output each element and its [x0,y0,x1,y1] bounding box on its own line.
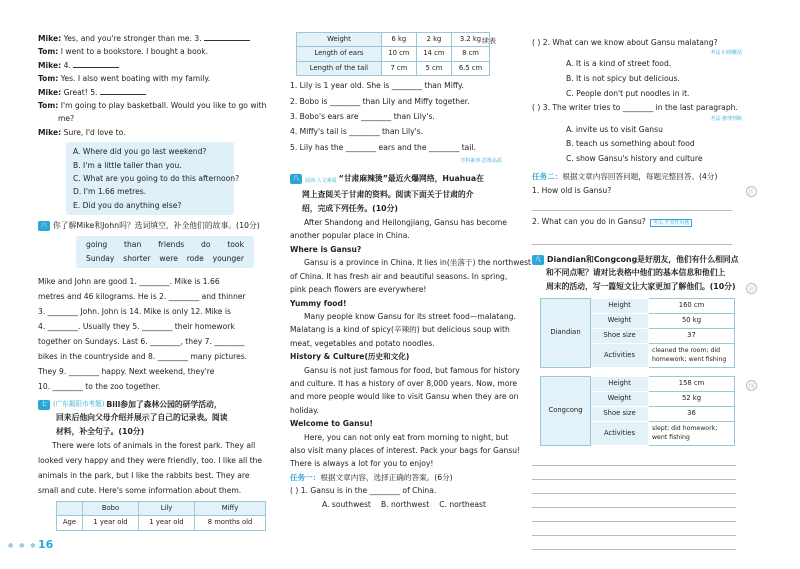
story-line: 10. ________ to the zoo together. [38,381,161,391]
binder-mark: 封 [746,283,757,294]
row-value: 37 [649,328,735,343]
question-tag: 阅读·人文素质 [305,177,337,184]
question-source: (广东揭阳市考题) [53,399,105,408]
row-value: slept; did homework; went fishing [649,421,735,445]
sentence: 1. Lily is 1 year old. She is ________ than Miffy. [290,81,464,91]
article-heading: Where is Gansu? [290,244,362,254]
paragraph-line: There is always a lot for you to enjoy! [290,459,434,469]
table-cell: 3.2 kg [452,33,490,47]
option-item: C. show Gansu's history and culture [566,153,703,163]
row-label: Weight [591,313,649,328]
word: do [201,239,211,249]
mc-options-1: A. southwest B. northwest C. northeast [322,499,486,509]
dialog-text: 4. [63,60,71,70]
speaker: Mike: [38,87,62,97]
column-left [38,32,267,531]
table-row [541,298,735,313]
word: than [124,239,142,249]
option-item: A. invite us to visit Gansu [566,124,663,134]
row-value: cleaned the room; did homework; went fishing [649,343,735,367]
paragraph-line: also visit many places of interest. Pack your bags for Gansu! [290,445,521,455]
option-item: E. Did you do anything else? [73,200,182,210]
table-cell: 1 year old [82,516,138,530]
question-title: 和不同点呢？请对比表格中他们的基本信息和他们上 [546,268,726,277]
question-6-heading [38,219,264,232]
sentences [290,78,502,155]
sentence: 5. Lily has the ________ ears and the ________ tail. [290,142,476,152]
mc-question-1: ( ) 1. Gansu is in the ________ of China. [290,486,437,496]
open-question-2: 2. What can you do in Gansu? 考法·开放性问题 [532,215,742,230]
question-title: 材料，补全句子。(10分) [56,426,145,436]
story-line: 4. ________. Usually they 5. ________ their homework [38,321,235,331]
word: Sunday [86,253,115,263]
table-cell: 10 cm [381,47,416,61]
writing-line [532,466,736,480]
article-heading: Yummy food! [290,298,347,308]
page-dots: ● ● ● [8,542,38,549]
sentence: 3. Bobo's ears are ________ than Lily's. [290,112,435,122]
paragraph-line: Gansu is not just famous for food, but famous for history [304,365,520,375]
table-cell: 14 cm [416,47,451,61]
table-cell: 7 cm [381,61,416,75]
table-row [297,47,490,61]
question-7-heading [38,398,264,411]
options-box [66,142,240,215]
open-question-1: 1. How old is Gansu? [532,185,612,195]
skill-tag: 学科素养·思维品质 [460,158,502,165]
row-value: 50 kg [649,313,735,328]
paragraph-line: and more people would like to visit Gansu when they are on [290,392,519,402]
paragraph-line: of China. It has fresh air and beautiful seasons. In spring, [290,271,508,281]
answer-line [532,197,732,211]
row-label: Shoe size [591,406,649,421]
question-title: 你了解Mike和John吗？选词填空，补全他们的故事。(10分) [53,221,260,231]
speaker: Mike: [38,34,62,43]
story-line: bikes in the countryside and 8. ________ many pictures. [38,351,248,361]
paragraph-line: Malatang is a kind of spicy(辛辣的) but delicious soup with [290,325,510,335]
question-title: 周末的活动，写一篇短文让大家更加了解他们。(10分) [546,282,736,292]
table-cell: 6 kg [381,33,416,47]
table-cell [57,501,83,515]
article-paragraph [290,364,520,418]
method-hint: 考法·归纳概括 [710,50,742,57]
writing-line [532,508,736,522]
answer-blank [73,60,119,68]
story-line: They 9. ________ happy. Next weekend, they're [38,366,215,376]
writing-line [532,480,736,494]
mc-question-2: ( ) 2. What can we know about Gansu malatang? [532,38,718,47]
question-badge: 七 [38,400,50,410]
passage-line: There were lots of animals in the forest park. They all [52,440,256,450]
speaker: Tom: [38,74,59,84]
question-badge: 六 [38,221,50,231]
task-1: 任务一：根据文章内容，选择正确的答案。(6分) [290,472,453,482]
paragraph-line: Gansu is a province in China. It lies in(坐落于) the northwest [304,258,532,268]
dialog-text: I went to a bookstore. I bought a book. [60,47,209,57]
table-cell: Length of ears [297,47,382,61]
animal-table-cont [296,32,490,76]
question-badge: 八 [290,174,302,184]
row-label: Activities [591,421,649,445]
word: friends [158,239,185,249]
table-row [297,33,490,47]
story-line: together on Sundays. Last 6. ________, they 7. ________ [38,336,245,346]
dialog-text: I'm going to play basketball. Would you like to go with [60,101,267,111]
paragraph-line: Many people know Gansu for its street food—malatang. [304,311,516,321]
word-bank [76,236,254,268]
method-hint: 考法·推理判断 [710,115,742,122]
word: took [227,239,244,249]
row-value: 36 [649,406,735,421]
article-paragraph [290,256,532,296]
row-value: 160 cm [649,298,735,313]
article-paragraph [290,310,516,350]
question-8-heading [290,172,502,188]
word: younger [212,253,244,263]
article-heading: History & Culture(历史和文化) [290,352,410,362]
dialog-text: Great! 5. [63,87,98,97]
writing-line [532,452,736,466]
paragraph-line: meat, vegetables and potato noodles. [290,338,435,348]
person-name: Congcong [541,376,591,445]
paragraph-line: and culture. It has a history of over 8,000 years. Now, more [290,378,518,388]
row-label: Weight [591,391,649,406]
row-label: Height [591,376,649,391]
question-title: Bill参加了森林公园的研学活动， [106,399,222,409]
speaker: Tom: [38,47,59,57]
row-label: Shoe size [591,328,649,343]
article-paragraph [290,431,521,471]
dialog-line: Mike: Sure, I'd love to. [38,127,126,137]
word: going [86,239,108,249]
table-cell: Weight [297,33,382,47]
table-row [297,61,490,75]
row-label: Height [591,298,649,313]
sentence: 2. Bobo is ________ than Lily and Miffy together. [290,96,470,106]
passage-line: small and cute. Here's some information about them. [38,485,242,495]
congcong-table [540,376,735,446]
paragraph-line: After Shandong and Heilongjiang, Gansu has become [304,218,507,228]
dialog [38,32,267,112]
dialog-line [38,59,264,72]
question-title: 网上查阅关于甘肃的资料。阅读下面关于甘肃的介 [302,190,474,200]
story-line: 3. ________ John. John is 14. Mike is only 12. Mike is [38,306,231,316]
dialog-line [38,45,264,58]
speaker: Mike: [38,60,62,70]
article-intro [290,216,507,243]
binder-marks [746,186,757,477]
row-value: 158 cm [649,376,735,391]
task-2: 任务二：根据文章内容回答问题，每题完整回答。(4分) [532,172,718,182]
question-badge: 九 [532,255,544,265]
question-title: “甘肃麻辣烫”最近火爆网络，Huahua在 [338,173,484,183]
article-heading: Welcome to Gansu! [290,419,373,429]
paragraph-line: Here, you can not only eat from morning to night, but [304,432,509,442]
table-cell: 8 months old [195,516,266,530]
continued-label: 续表 [482,37,496,45]
passage [38,438,264,498]
answer-blank [204,33,250,41]
diandian-table [540,298,735,368]
table-cell: Lily [139,501,195,515]
dialog-line [38,99,267,112]
writing-line [532,536,736,550]
table-cell: Bobo [82,501,138,515]
question-title: 回来后他向父母介绍并展示了自己的记录表。阅读 [56,413,228,423]
mc-options-3 [532,123,742,167]
paragraph-line: holiday. [290,405,319,415]
word: were [159,253,178,263]
writing-line [532,522,736,536]
word: rode [186,253,204,263]
table-cell: 8 cm [452,47,490,61]
table-cell: Miffy [195,501,266,515]
table-cell: 2 kg [416,33,451,47]
answer-line [532,231,732,245]
question-title: Diandian和Congcong是好朋友，他们有什么相同点 [547,254,739,264]
writing-line [532,494,736,508]
column-middle [290,32,532,511]
dialog-line [38,32,264,45]
table-cell: 6.5 cm [452,61,490,75]
story-line: Mike and John are good 1. ________. Mike is 1.66 [38,276,220,286]
option-item: B. It is not spicy but delicious. [566,74,680,83]
dialog-text: Yes, and you're stronger than me. 3. [63,34,202,43]
dialog-line [38,86,264,99]
row-label: Activities [591,343,649,367]
option-item: C. What are you going to do this afternoon? [73,174,240,184]
writing-lines [532,452,742,550]
question-title: 绍，完成下列任务。(10分) [302,204,398,214]
person-name: Diandian [541,298,591,367]
row-value: 52 kg [649,391,735,406]
speaker: Tom: [38,101,59,111]
column-right [532,36,742,550]
animal-table [56,501,266,531]
table-cell: 5 cm [416,61,451,75]
mc-question-3: ( ) 3. The writer tries to ________ in the last paragraph. [532,103,738,113]
paragraph-line: another popular place in China. [290,231,410,241]
sentence: 4. Miffy's tail is ________ than Lily's. [290,127,424,137]
dialog-line: me? [58,114,75,124]
table-row [541,376,735,391]
table-cell: Length of the tail [297,61,382,75]
option-item: B. teach us something about food [566,139,695,149]
binder-mark: 折 [746,186,757,197]
option-item: C. People don't put noodles in it. [566,88,690,98]
option-item: A. Where did you go last weekend? [73,147,207,157]
answer-blank [100,87,146,95]
question-9-heading [532,253,742,266]
table-cell: 1 year old [139,516,195,530]
story-line: metres and 46 kilograms. He is 2. ________ and thinner [38,291,246,301]
binder-mark: 线 [746,380,757,391]
passage-line: looked very happy and they were friendly, too. I like all the [38,455,263,465]
word: shorter [123,253,151,263]
table-cell: Age [57,516,83,530]
page-number: 16 [38,538,54,551]
dialog-line [38,72,264,85]
mc-options-2 [532,57,742,101]
passage-line: animals in the park, but I like the rabbits best. They are [38,470,250,480]
story-text [38,274,264,394]
option-item: B. I'm a little taller than you. [73,160,182,170]
option-item: D. I'm 1.66 metres. [73,187,147,197]
option-item: A. It is a kind of street food. [566,59,672,69]
dialog-text: Yes. I also went boating with my family. [60,74,211,84]
paragraph-line: pink peach flowers are everywhere! [290,285,427,295]
